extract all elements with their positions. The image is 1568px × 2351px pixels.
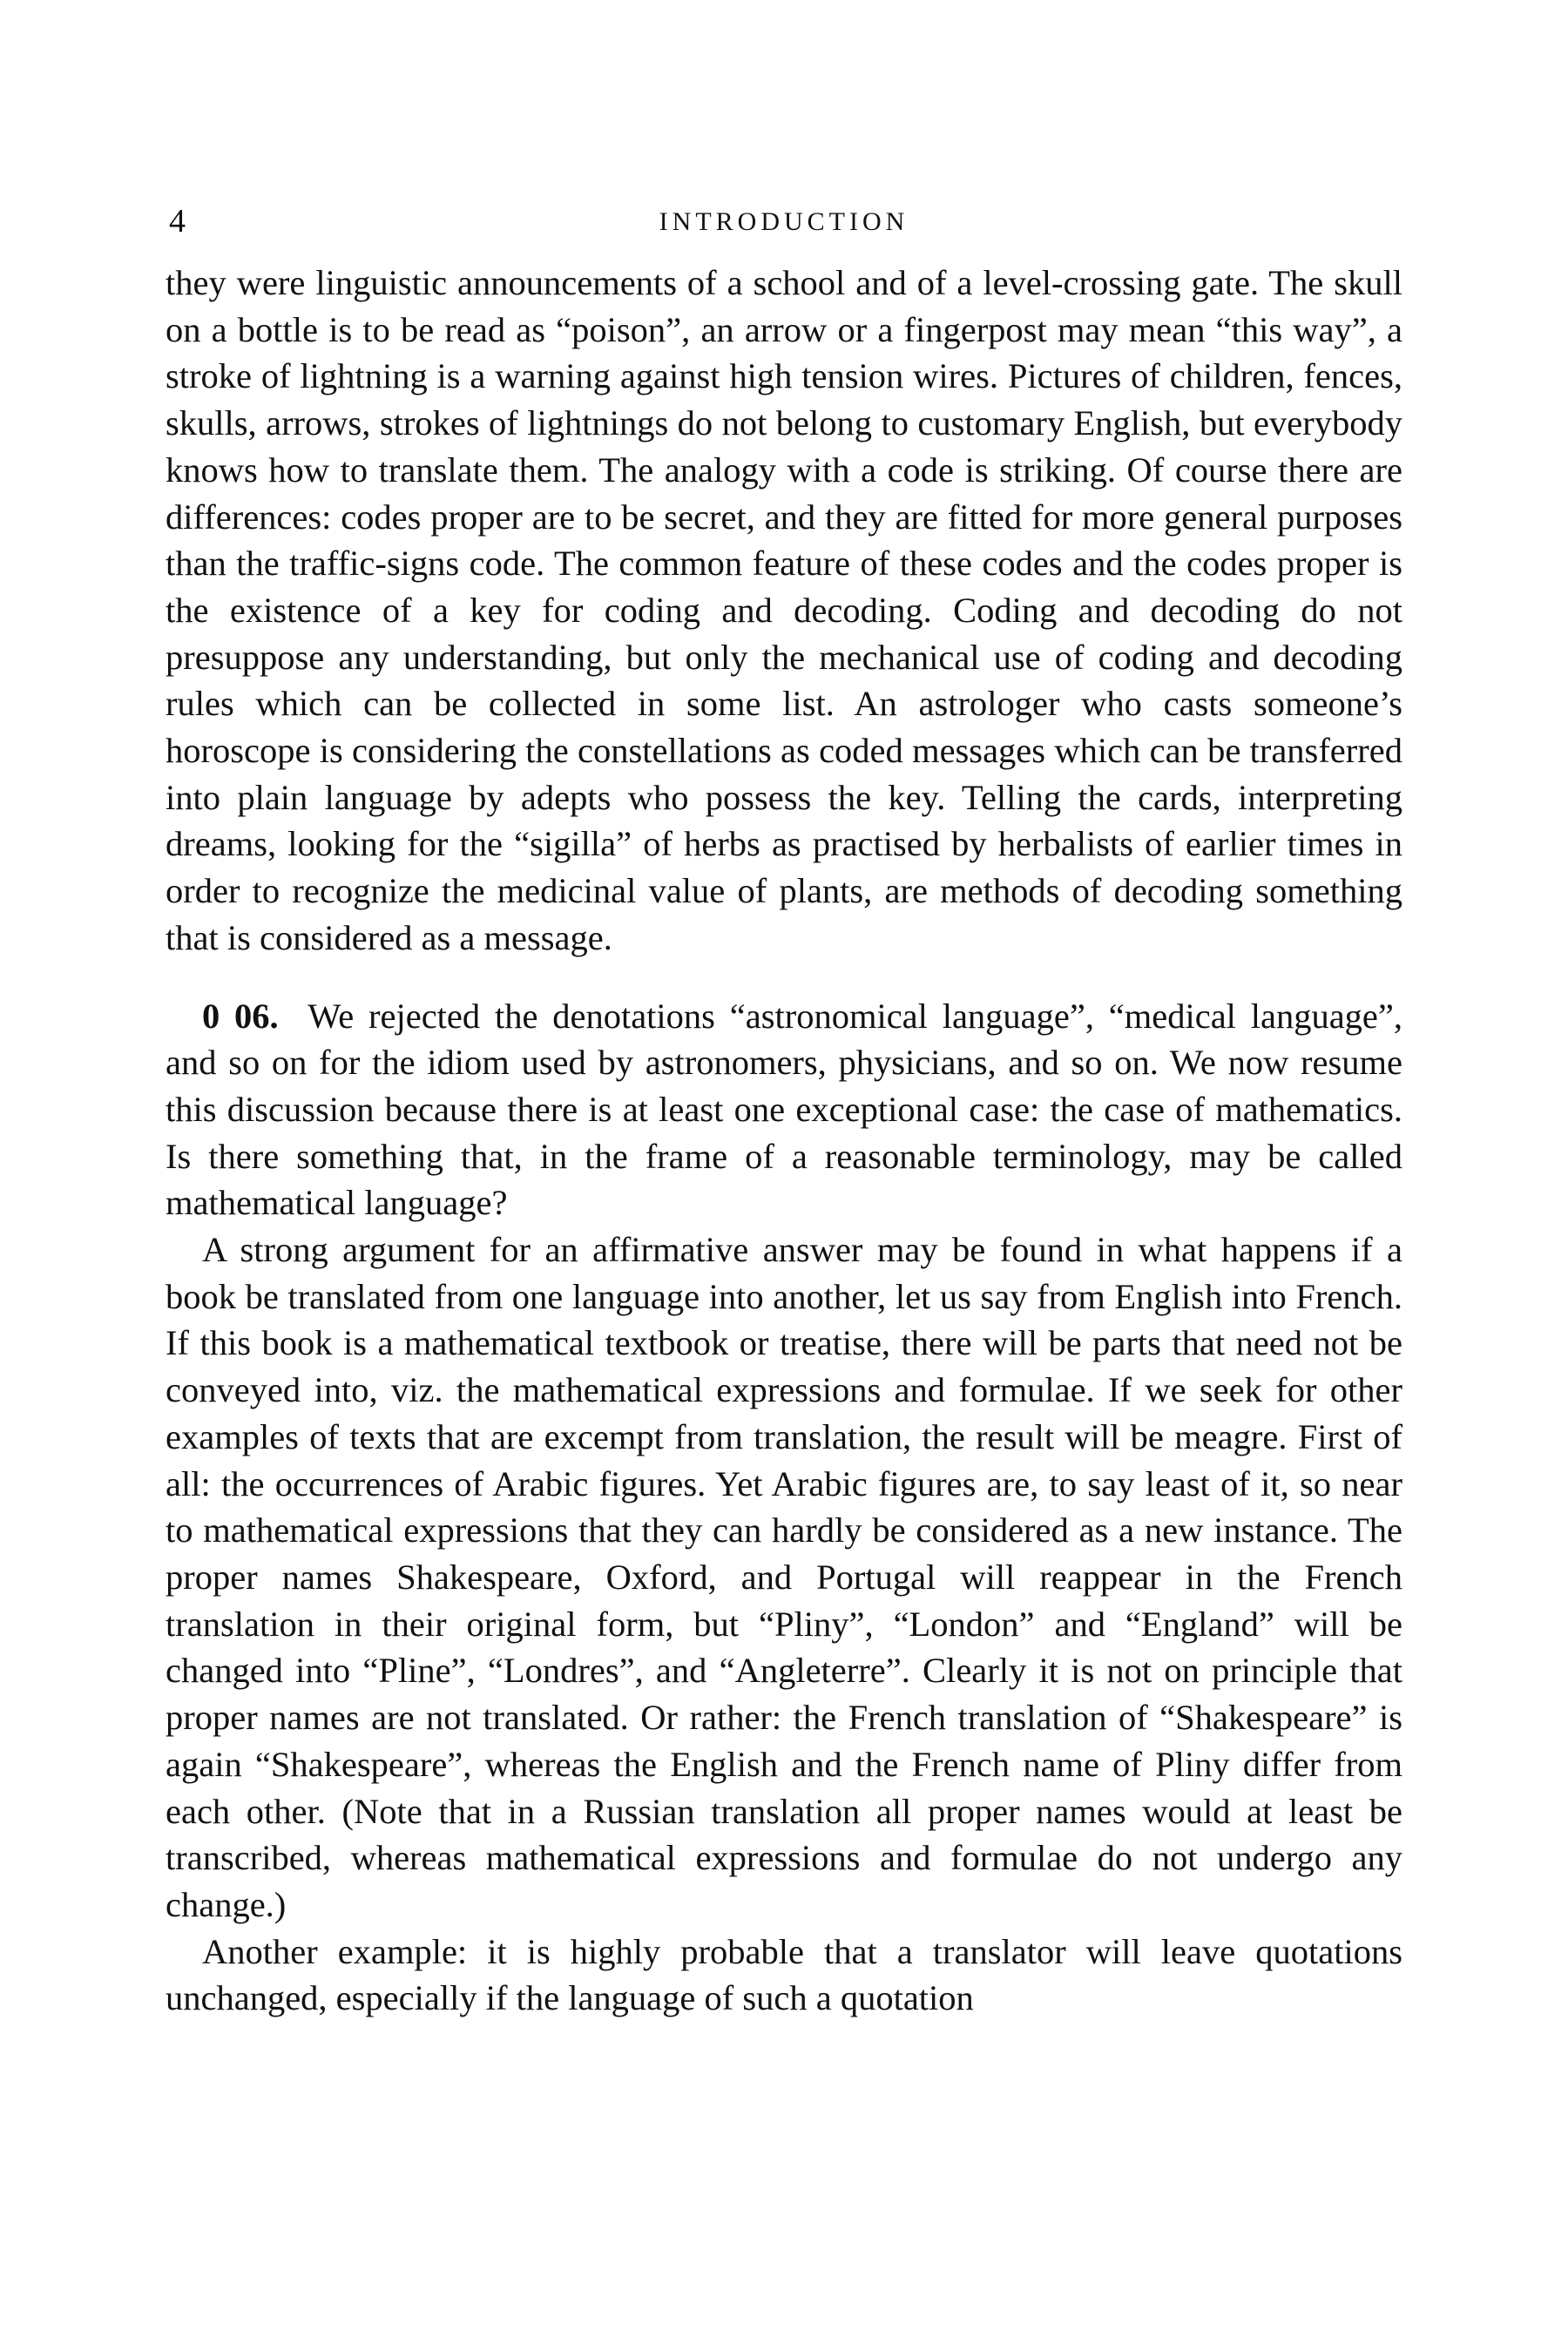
section-number: 0 06.: [202, 996, 279, 1036]
paragraph-2-section-006: [166, 993, 1402, 1227]
paragraph-1: they were linguistic announcements of a school and of a level-crossing gate. The skull on a bottle is to be read as “poison”, an arrow or a fingerpost may mean “this way”, a stroke of lightning is a warning against high tension wires. Pictures of children, fences, skulls, arrows, strokes of lightnings do not belong to customary English, but everybody knows how to translate them. The analogy with a code is striking. Of course there are differences: codes proper are to be secret, and they are fitted for more general purposes than the traffic-signs code. The common feature of these codes and the codes proper is the existence of a key for coding and decoding. Coding and decoding do not presuppose any understanding, but only the mechanical use of coding and decoding rules which can be collected in some list. An astrologer who casts someone’s horoscope is considering the constellations as coded messages which can be transferred into plain language by adepts who possess the key. Telling the cards, interpreting dreams, looking for the “sigilla” of herbs as practised by herbalists of earlier times in order to recognize the medicinal value of plants, are methods of decoding something that is considered as a message.: [166, 263, 1402, 957]
running-head: [166, 192, 1402, 244]
chapter-title: INTRODUCTION: [659, 207, 909, 236]
book-page: [166, 192, 1402, 2022]
paragraph-4: Another example: it is highly probable that a translator will leave quotations unchanged, especially if the language of such a quotation: [166, 1931, 1402, 2018]
paragraph-3: A strong argument for an affirmative answer may be found in what happens if a book be translated from one language into another, let us say from English into French. If this book is a mathematical textbook or treatise, there will be parts that need not be conveyed into, viz. the mathematical expressions and formulae. If we seek for other examples of texts that are excempt from translation, the result will be meagre. First of all: the occurrences of Arabic figures. Yet Arabic figures are, to say least of it, so near to mathematical expressions that they can hardly be considered as a new instance. The proper names Shakespeare, Oxford, and Portugal will reappear in the French translation in their original form, but “Pliny”, “London” and “England” will be changed into “Pline”, “Londres”, and “Angleterre”. Clearly it is not on principle that proper names are not translated. Or rather: the French translation of “Shakespeare” is again “Shakespeare”, whereas the English and the French name of Pliny differ from each other. (Note that in a Russian translation all proper names would at least be transcribed, whereas mathematical expressions and formulae do not undergo any change.): [166, 1230, 1402, 1924]
paragraph-2-text: We rejected the denotations “astronomical language”, “medical language”, and so on for the idiom used by astronomers, physicians, and so on. We now resume this discussion because there is at least one exceptional case: the case of mathematics. Is there something that, in the frame of a reasonable terminology, may be called mathematical language?: [166, 996, 1403, 1223]
page-number: 4: [169, 203, 186, 240]
section-spacer: [166, 962, 1402, 993]
